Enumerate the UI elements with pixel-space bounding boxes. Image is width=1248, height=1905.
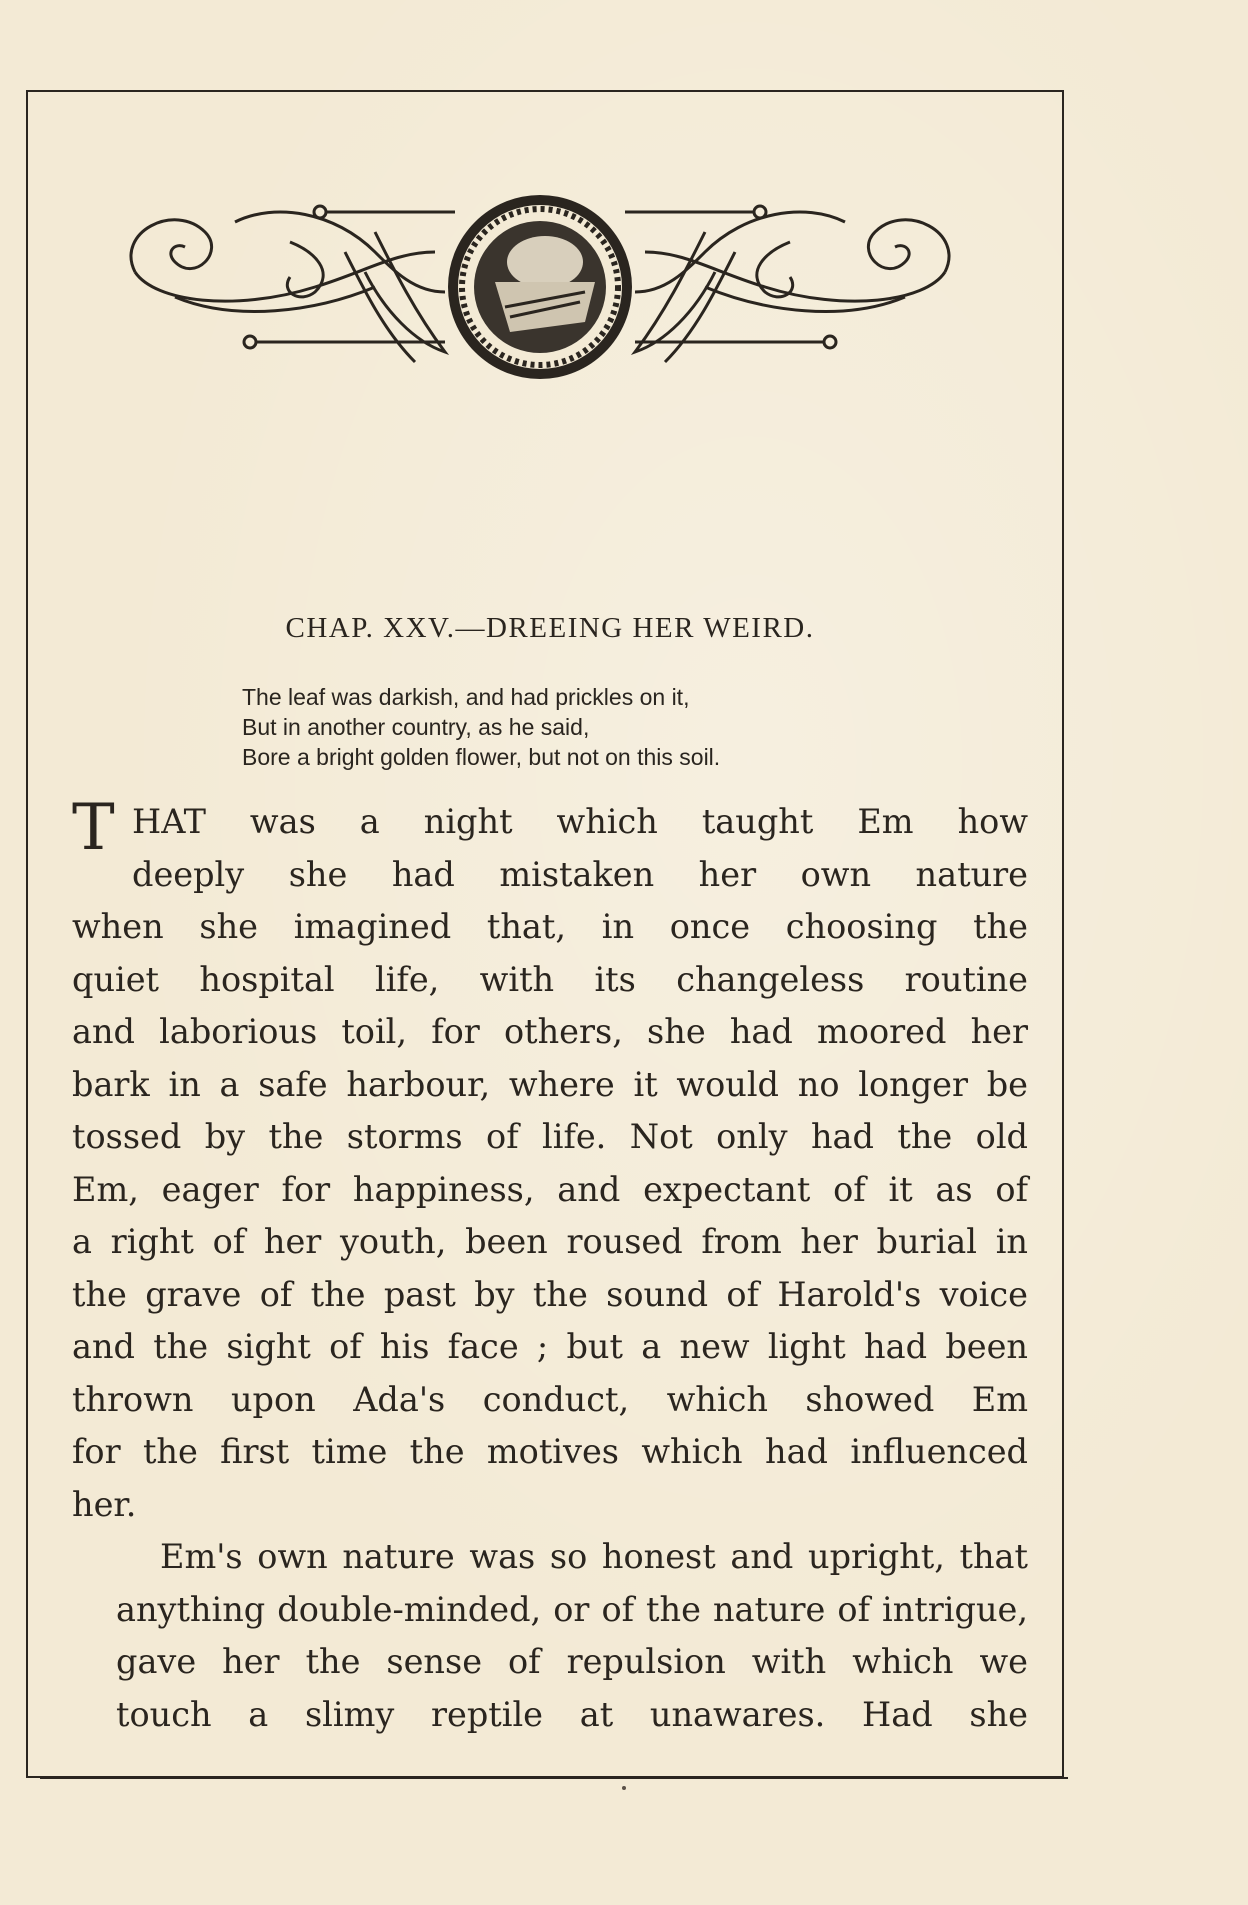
text-line: quiet hospital life, with its changeless routine: [72, 959, 1028, 999]
text-line: gave her the sense of repulsion with which we: [116, 1642, 1028, 1681]
epigraph: [242, 682, 962, 772]
body-text: [72, 791, 1028, 1741]
text-line: a right of her youth, been roused from her burial in: [72, 1222, 1028, 1261]
text-line: and laborious toil, for others, she had moored her: [72, 1012, 1028, 1051]
text-line: HAT was a night which taught Em how: [132, 802, 1028, 841]
page-speck: [622, 1786, 626, 1790]
text-line: bark in a safe harbour, where it would no longer be: [72, 1064, 1028, 1104]
text-line: deeply she had mistaken her own nature: [132, 854, 1028, 894]
text-line: her.: [72, 1484, 137, 1524]
epigraph-line: But in another country, as he said,: [242, 714, 590, 740]
headpiece-ornament-icon: [115, 192, 965, 382]
text-line: touch a slimy reptile at unawares. Had she: [116, 1694, 1028, 1734]
text-line: Em's own nature was so honest and upright, that: [160, 1537, 1028, 1576]
text-line: the grave of the past by the sound of Harold's voice: [72, 1274, 1028, 1314]
chapter-title: CHAP. XXV.—DREEING HER WEIRD.: [285, 612, 815, 644]
text-line: and the sight of his face ; but a new light had been: [72, 1327, 1028, 1366]
epigraph-line: The leaf was darkish, and had prickles on it,: [242, 684, 690, 710]
paragraph-2: [72, 1531, 1028, 1741]
page-border-underline: [40, 1777, 1068, 1779]
epigraph-line: Bore a bright golden flower, but not on this soil.: [242, 744, 721, 770]
text-line: for the first time the motives which had influenced: [72, 1432, 1028, 1471]
text-line: tossed by the storms of life. Not only had the old: [72, 1117, 1028, 1156]
paragraph-1: [72, 791, 1028, 1531]
text-line: when she imagined that, in once choosing the: [72, 907, 1028, 946]
text-line: anything double-minded, or of the nature of intrigue,: [116, 1589, 1028, 1629]
text-line: thrown upon Ada's conduct, which showed Em: [72, 1379, 1028, 1419]
drop-cap: T: [72, 791, 115, 865]
text-line: Em, eager for happiness, and expectant of it as of: [72, 1169, 1028, 1209]
